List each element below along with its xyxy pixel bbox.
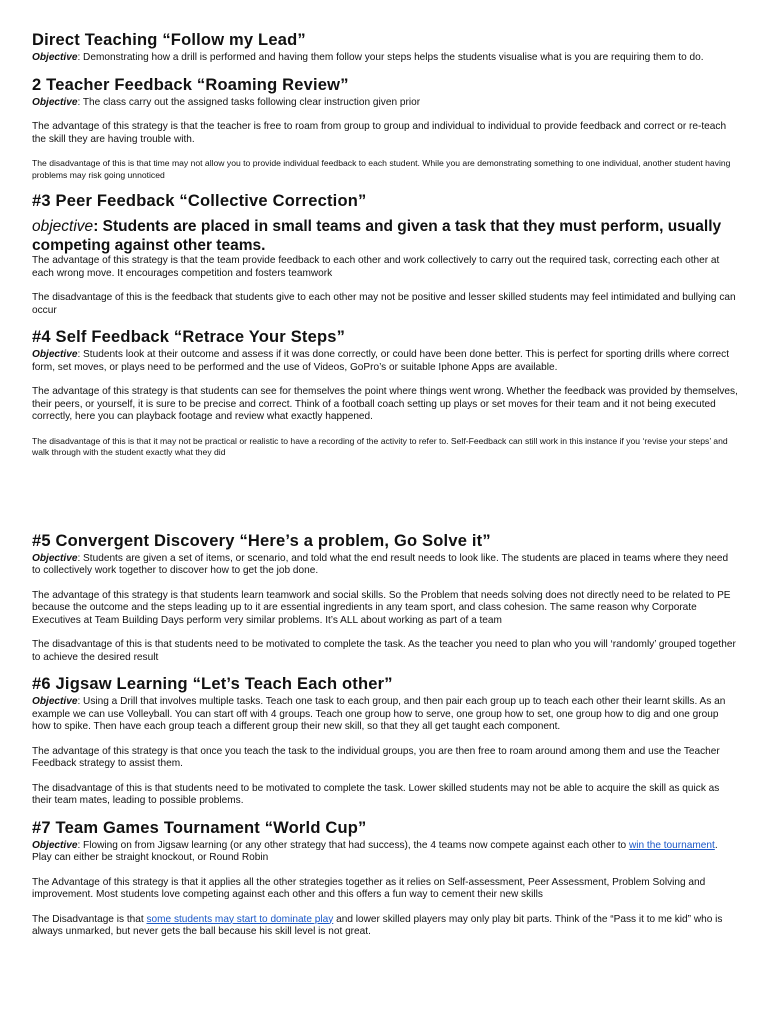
- objective-text: : Flowing on from Jigsaw learning (or any other strategy that had success), the 4 teams now compete against each other to: [77, 839, 629, 851]
- section-title: 2 Teacher Feedback “Roaming Review”: [32, 75, 349, 94]
- objective-text: : Demonstrating how a drill is performed and having them follow your steps helps the students visualise what is you are requiring them to do.: [77, 52, 704, 63]
- objective-paragraph: [32, 553, 738, 578]
- section-self-feedback: [32, 327, 738, 459]
- objective-text: : Using a Drill that involves multiple tasks. Teach one task to each group, and then pair each group up to teach each other their learnt skills. As an example we can use Volleyball. You can start off with 4 groups. Teach one group how to serve, one group how to set, one group how to dig and one group how to spike. Then have each group teach a different group their new skill, so that they all get taught each component.: [32, 696, 726, 732]
- objective-paragraph: [32, 52, 738, 65]
- advantage-paragraph: The advantage of this strategy is that students learn teamwork and social skills. So the Problem that needs solving does not directly need to be related to PE because the outcome and the steps leading up to it are essential ingredients in any team sport, and class cohesion. The same reason why Corporate Executives at Team Building Days perform very similar problems. It’s ALL about working as part of a team: [32, 589, 731, 626]
- objective-label: Objective: [32, 696, 78, 707]
- objective-paragraph: [32, 97, 738, 110]
- disadvantage-paragraph: The disadvantage of this is that it may not be practical or realistic to have a recording of the activity to refer to. Self-Feedback can still work in this instance if you ‘revise your steps’ and walk through with the student exactly what they did: [32, 435, 728, 457]
- objective-label: Objective: [32, 349, 78, 360]
- advantage-paragraph: The advantage of this strategy is that the team provide feedback to each other and work collectively to carry out the required task, correcting each other at each wrong move. It encourages competition and fosters teamwork: [32, 255, 720, 279]
- section-teacher-feedback: [32, 75, 738, 182]
- section-title: #5 Convergent Discovery “Here’s a problem, Go Solve it”: [32, 531, 491, 550]
- disadvantage-paragraph: The disadvantage of this is that students need to be motivated to complete the task. As the teacher you need to plan who you will ‘randomly’ grouped together to achieve the desired result: [32, 639, 736, 663]
- objective-text-tail: . Play can either be straight knockout, or Round Robin: [32, 839, 718, 863]
- disadvantage-text: The Disadvantage is that: [32, 913, 147, 925]
- objective-paragraph: [32, 349, 738, 374]
- objective-label: Objective: [32, 52, 78, 63]
- objective-paragraph: [32, 217, 738, 255]
- objective-text: : The class carry out the assigned tasks following clear instruction given prior: [77, 96, 421, 108]
- objective-text: : Students are given a set of items, or scenario, and told what the end result needs to look like. The students are placed in teams where they need to collectively work together to discover how to get the job done.: [32, 552, 729, 576]
- disadvantage-paragraph: The disadvantage of this is that time may not allow you to provide individual feedback to each student. While you are demonstrating something to one individual, another student having problems may risk going unnoticed: [32, 158, 731, 180]
- section-peer-feedback: [32, 191, 738, 317]
- section-convergent-discovery: [32, 531, 738, 665]
- objective-label: Objective: [32, 552, 78, 564]
- section-title: #3 Peer Feedback “Collective Correction”: [32, 192, 367, 210]
- objective-paragraph: [32, 696, 738, 734]
- section-title: Direct Teaching “Follow my Lead”: [32, 31, 306, 49]
- section-title: #4 Self Feedback “Retrace Your Steps”: [32, 328, 346, 346]
- advantage-paragraph: The Advantage of this strategy is that it applies all the other strategies together as it relies on Self-assessment, Peer Assessment, Problem Solving and improvement. Most students love competing against each other and this offers a fun way to cement their new skills: [32, 876, 706, 900]
- section-jigsaw-learning: [32, 674, 738, 808]
- advantage-paragraph: The advantage of this strategy is that once you teach the task to the individual groups, you are then free to roam around among them and use the Teacher Feedback strategy to assist them.: [32, 745, 720, 769]
- disadvantage-paragraph: The disadvantage of this is the feedback that students give to each other may not be positive and lesser skilled students may feel intimidated and bullying can occur: [32, 292, 736, 316]
- objective-paragraph: [32, 840, 738, 865]
- disadvantage-paragraph: The disadvantage of this is that students need to be motivated to complete the task. Lower skilled students may not be able to acquire the skill as quick as their team mates, leading to possible problems.: [32, 782, 720, 806]
- advantage-paragraph: The advantage of this strategy is that students can see for themselves the point where things went wrong. Whether the feedback was provided by themselves, their peers, or yourself, it is sure to be precise and correct. Think of a football coach setting up plays or set moves for their team and it not being executed correctly, here you can playback footage and review what exactly happened.: [32, 386, 738, 422]
- objective-label: Objective: [32, 839, 78, 851]
- section-team-games-tournament: [32, 818, 738, 939]
- objective-label: Objective: [32, 96, 78, 108]
- section-title: #6 Jigsaw Learning “Let’s Teach Each other”: [32, 675, 393, 693]
- disadvantage-text-tail: and lower skilled players may only play bit parts. Think of the “Pass it to me kid” who is always unmarked, but never gets the ball because his skill level is not great.: [32, 913, 723, 937]
- section-direct-teaching: [32, 30, 738, 65]
- objective-text: : Students are placed in small teams and given a task that they must perform, usually competing against other teams.: [32, 218, 722, 254]
- dominate-play-link[interactable]: some students may start to dominate play: [146, 913, 334, 925]
- disadvantage-paragraph: [32, 914, 738, 939]
- section-title: #7 Team Games Tournament “World Cup”: [32, 818, 367, 837]
- objective-text: : Students look at their outcome and assess if it was done correctly, or could have been done better. This is perfect for sporting drills where correct form, set moves, or plays need to be performed and the use of Videos, GoPro’s or suitable Iphone Apps are available.: [32, 349, 730, 373]
- advantage-paragraph: The advantage of this strategy is that the teacher is free to roam from group to group and individual to individual to provide feedback and correct or re-teach the skill they are having trouble with.: [32, 121, 727, 145]
- objective-label: objective: [32, 218, 94, 235]
- win-tournament-link[interactable]: win the tournament: [628, 839, 715, 851]
